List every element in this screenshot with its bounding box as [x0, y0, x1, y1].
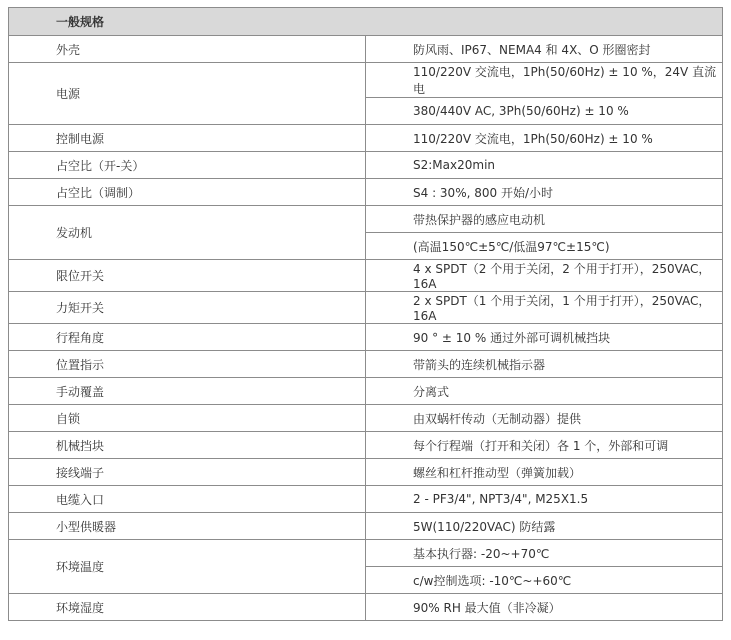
table-row — [9, 63, 723, 98]
spec-value: c/w控制选项: -10℃~+60℃ — [366, 567, 723, 594]
spec-value: S2:Max20min — [366, 152, 723, 179]
table-row — [9, 351, 723, 378]
spec-label: 限位开关 — [9, 260, 366, 292]
table-row — [9, 378, 723, 405]
spec-label: 位置指示 — [9, 351, 366, 378]
spec-label: 占空比（调制） — [9, 179, 366, 206]
table-row — [9, 292, 723, 324]
spec-label: 占空比（开-关） — [9, 152, 366, 179]
table-row — [9, 459, 723, 486]
spec-label: 机械挡块 — [9, 432, 366, 459]
table-row — [9, 513, 723, 540]
spec-value: 由双蜗杆传动（无制动器）提供 — [366, 405, 723, 432]
spec-value: 90 ° ± 10 % 通过外部可调机械挡块 — [366, 324, 723, 351]
spec-label: 小型供暖器 — [9, 513, 366, 540]
spec-label: 电缆入口 — [9, 486, 366, 513]
spec-value: 2 - PF3/4", NPT3/4", M25X1.5 — [366, 486, 723, 513]
spec-table-body — [9, 36, 723, 621]
spec-label: 环境温度 — [9, 540, 366, 594]
spec-value: 4 x SPDT（2 个用于关闭，2 个用于打开），250VAC，16A — [366, 260, 723, 292]
table-row — [9, 206, 723, 233]
spec-value: 380/440V AC, 3Ph(50/60Hz) ± 10 % — [366, 98, 723, 125]
spec-value: 分离式 — [366, 378, 723, 405]
table-row — [9, 486, 723, 513]
section-title: 一般规格 — [9, 8, 723, 36]
table-row — [9, 179, 723, 206]
spec-value: S4 : 30%, 800 开始/小时 — [366, 179, 723, 206]
spec-value: (高温150℃±5℃/低温97℃±15℃) — [366, 233, 723, 260]
spec-value: 每个行程端（打开和关闭）各 1 个，外部和可调 — [366, 432, 723, 459]
spec-label: 力矩开关 — [9, 292, 366, 324]
spec-label: 行程角度 — [9, 324, 366, 351]
table-row — [9, 324, 723, 351]
table-row — [9, 405, 723, 432]
spec-value: 防风雨、IP67、NEMA4 和 4X、O 形圈密封 — [366, 36, 723, 63]
table-row — [9, 432, 723, 459]
spec-table-container — [8, 7, 723, 621]
spec-value: 带热保护器的感应电动机 — [366, 206, 723, 233]
spec-label: 环境湿度 — [9, 594, 366, 621]
spec-value: 5W(110/220VAC) 防结露 — [366, 513, 723, 540]
spec-label: 控制电源 — [9, 125, 366, 152]
spec-label: 自锁 — [9, 405, 366, 432]
spec-value: 2 x SPDT（1 个用于关闭，1 个用于打开），250VAC，16A — [366, 292, 723, 324]
spec-value: 基本执行器: -20~+70℃ — [366, 540, 723, 567]
spec-value: 110/220V 交流电，1Ph(50/60Hz) ± 10 %，24V 直流电 — [366, 63, 723, 98]
spec-label: 电源 — [9, 63, 366, 125]
table-row — [9, 36, 723, 63]
spec-label: 外壳 — [9, 36, 366, 63]
spec-value: 90% RH 最大值（非冷凝） — [366, 594, 723, 621]
table-row — [9, 260, 723, 292]
section-header-row — [9, 8, 723, 36]
spec-value: 带箭头的连续机械指示器 — [366, 351, 723, 378]
spec-label: 接线端子 — [9, 459, 366, 486]
spec-label: 手动覆盖 — [9, 378, 366, 405]
table-row — [9, 152, 723, 179]
spec-label: 发动机 — [9, 206, 366, 260]
spec-value: 110/220V 交流电，1Ph(50/60Hz) ± 10 % — [366, 125, 723, 152]
table-row — [9, 125, 723, 152]
table-row — [9, 594, 723, 621]
spec-table — [8, 7, 723, 621]
table-row — [9, 540, 723, 567]
spec-value: 螺丝和杠杆推动型（弹簧加载） — [366, 459, 723, 486]
